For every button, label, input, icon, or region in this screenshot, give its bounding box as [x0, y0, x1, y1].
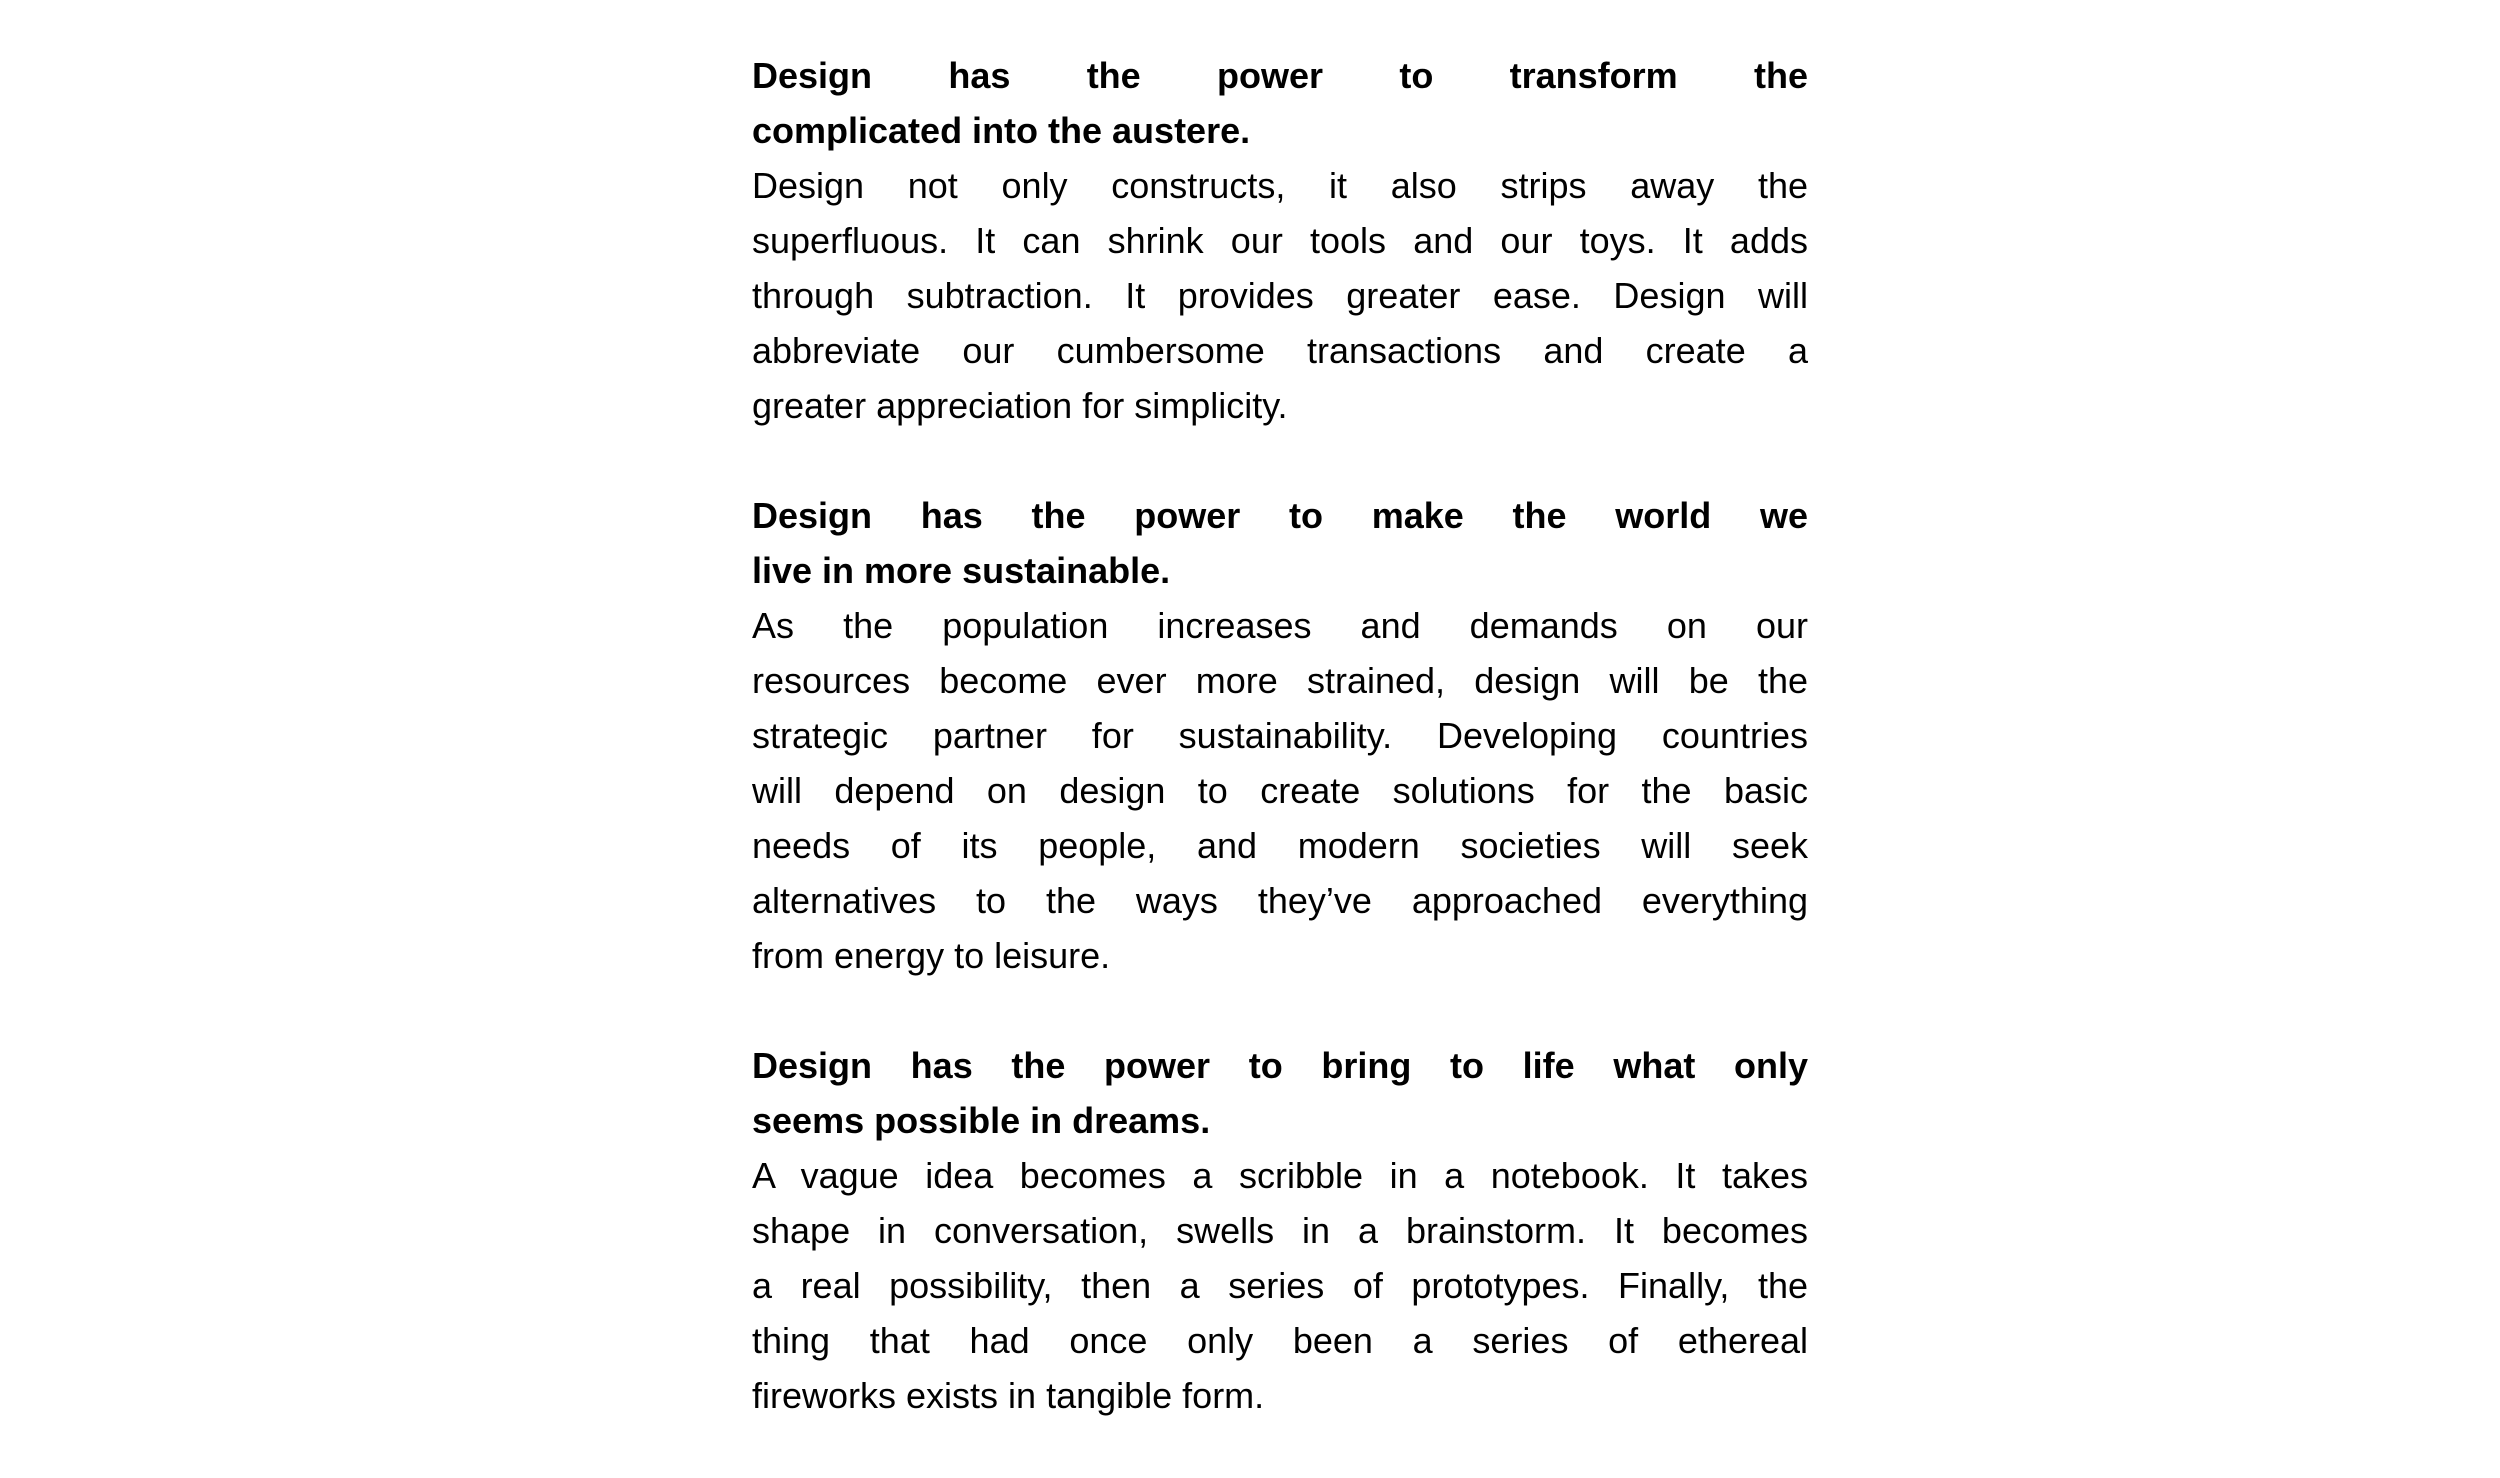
section-3	[752, 1038, 1808, 1423]
section-heading	[752, 488, 1808, 598]
body-line: a real possibility, then a series of prototypes. Finally, the	[752, 1265, 1808, 1306]
heading-line: Design has the power to transform the	[752, 55, 1808, 96]
body-line: As the population increases and demands on our	[752, 605, 1808, 646]
section-heading	[752, 48, 1808, 158]
body-line: strategic partner for sustainability. Developing countries	[752, 715, 1808, 756]
section-body	[752, 598, 1808, 983]
document-column	[752, 48, 1808, 1478]
body-line: Design not only constructs, it also strips away the	[752, 165, 1808, 206]
body-line: through subtraction. It provides greater ease. Design will	[752, 275, 1808, 316]
body-line: will depend on design to create solutions for the basic	[752, 770, 1808, 811]
body-line: needs of its people, and modern societies will seek	[752, 825, 1808, 866]
heading-line: Design has the power to bring to life what only	[752, 1045, 1808, 1086]
section-2	[752, 488, 1808, 983]
body-line: superfluous. It can shrink our tools and our toys. It adds	[752, 220, 1808, 261]
body-line: thing that had once only been a series of ethereal	[752, 1320, 1808, 1361]
heading-line: Design has the power to make the world we	[752, 495, 1808, 536]
body-line: alternatives to the ways they’ve approached everything	[752, 880, 1808, 921]
section-body	[752, 1148, 1808, 1423]
heading-line: complicated into the austere.	[752, 110, 1251, 151]
heading-line: live in more sustainable.	[752, 550, 1171, 591]
section-1	[752, 48, 1808, 433]
body-line: from energy to leisure.	[752, 935, 1111, 976]
body-line: resources become ever more strained, design will be the	[752, 660, 1808, 701]
body-line: shape in conversation, swells in a brainstorm. It becomes	[752, 1210, 1808, 1251]
section-body	[752, 158, 1808, 433]
section-heading	[752, 1038, 1808, 1148]
heading-line: seems possible in dreams.	[752, 1100, 1211, 1141]
body-line: fireworks exists in tangible form.	[752, 1375, 1265, 1416]
body-line: A vague idea becomes a scribble in a notebook. It takes	[752, 1155, 1808, 1196]
body-line: greater appreciation for simplicity.	[752, 385, 1288, 426]
body-line: abbreviate our cumbersome transactions and create a	[752, 330, 1808, 371]
